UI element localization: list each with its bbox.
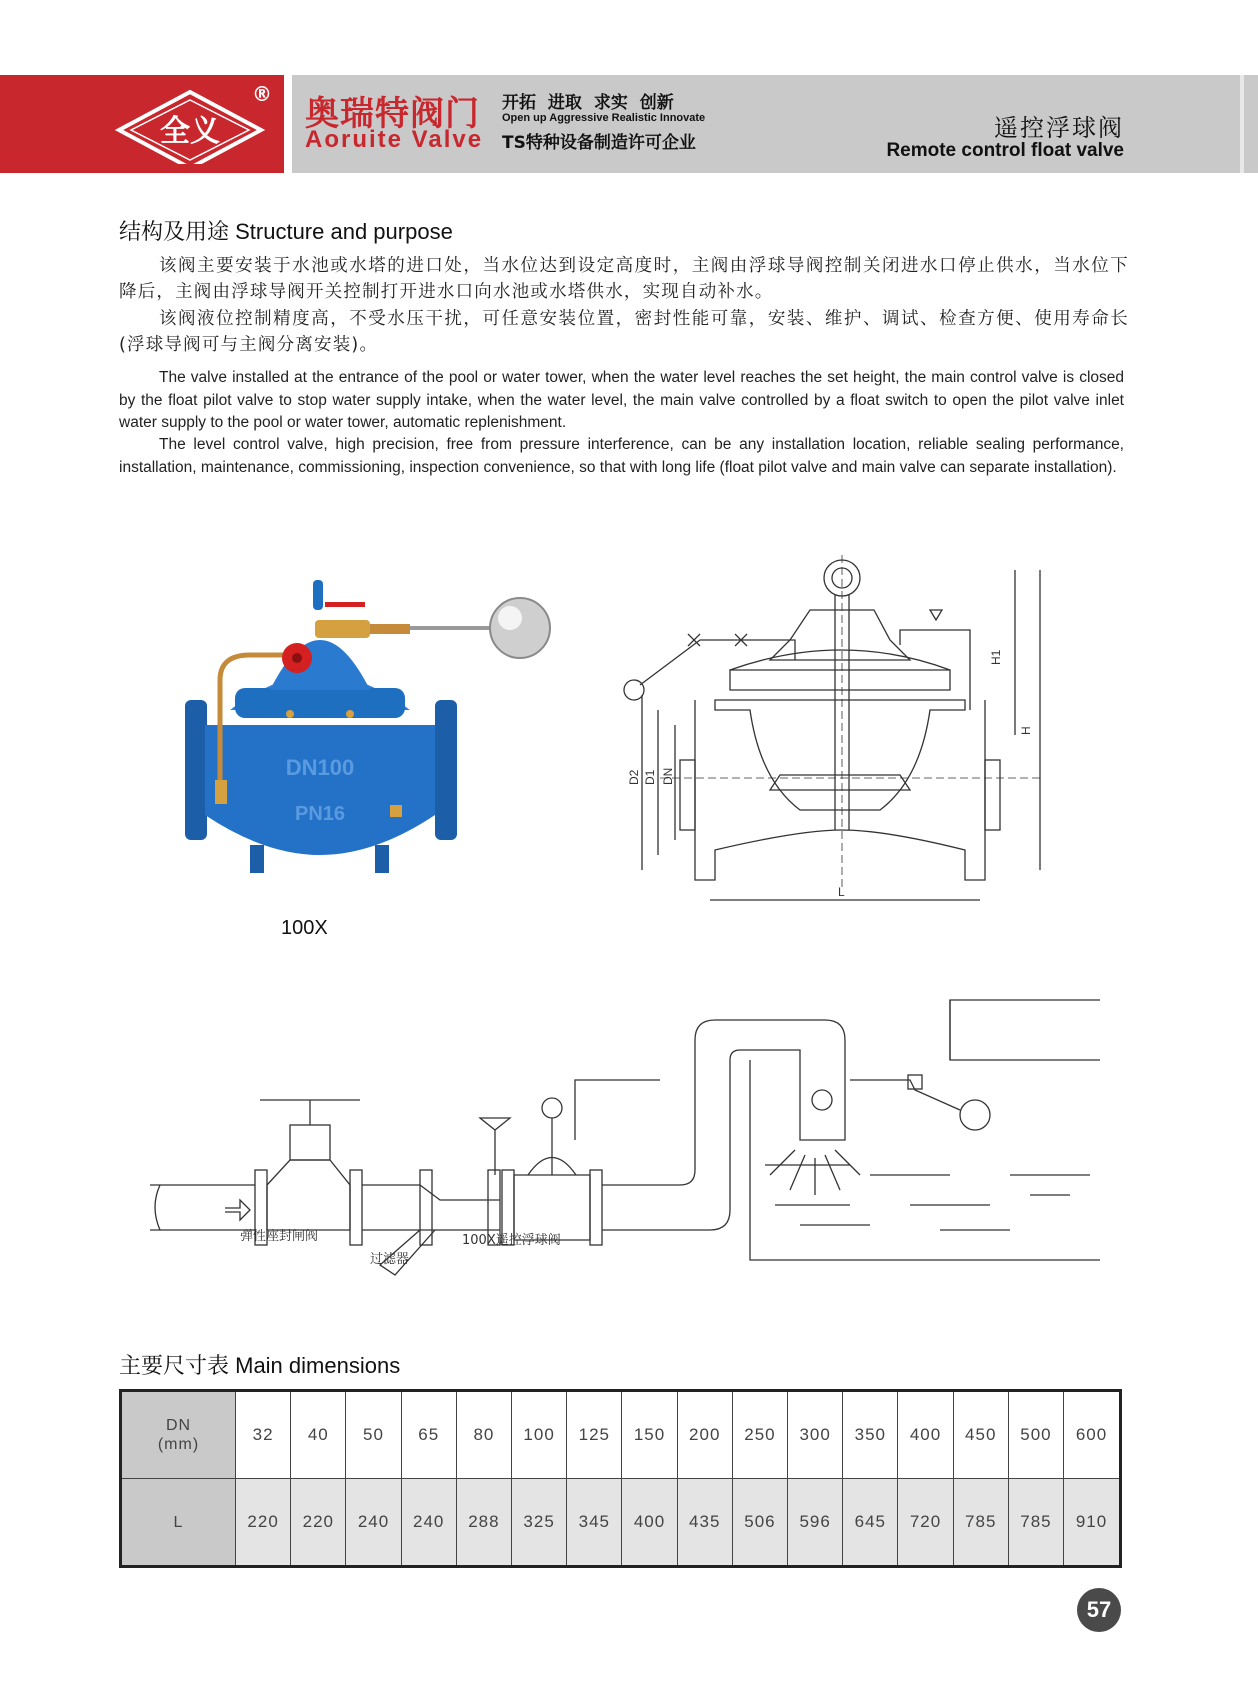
label-h: H bbox=[1019, 726, 1033, 735]
label-float-valve: 100X遥控浮球阀 bbox=[462, 1233, 561, 1248]
l-cell: 645 bbox=[843, 1479, 898, 1567]
l-cell: 785 bbox=[1008, 1479, 1063, 1567]
dn-cell: 80 bbox=[456, 1391, 511, 1479]
l-cell: 910 bbox=[1064, 1479, 1121, 1567]
photo-caption: 100X bbox=[281, 917, 328, 939]
brand-name-en: Aoruite Valve bbox=[305, 126, 484, 153]
dimensions-title: 主要尺寸表 Main dimensions bbox=[119, 1353, 401, 1378]
table-row-dn bbox=[121, 1391, 1121, 1479]
dn-cell: 125 bbox=[567, 1391, 622, 1479]
structure-en-para-1: The valve installed at the entrance of the pool or water tower, when the water level reaches the set height, the main control valve is closed by the float pilot valve to stop water supply intake, when the water level, the main valve controlled by a float switch to open the pilot valve inlet water supply to the pool or water tower, automatic replenishment. bbox=[119, 369, 1124, 431]
label-gate-valve: 弹性座封闸阀 bbox=[240, 1229, 319, 1244]
label-filter: 过滤器 bbox=[370, 1252, 410, 1267]
slogan-cn: 开拓 进取 求实 创新 bbox=[502, 93, 674, 113]
page-number: 57 bbox=[1077, 1588, 1121, 1632]
dn-cell: 500 bbox=[1008, 1391, 1063, 1479]
label-d1: D1 bbox=[643, 769, 657, 785]
l-cell: 220 bbox=[236, 1479, 291, 1567]
company-logo-icon bbox=[115, 86, 265, 164]
l-cell: 240 bbox=[401, 1479, 456, 1567]
dn-cell: 300 bbox=[788, 1391, 843, 1479]
installation-diagram bbox=[150, 990, 1100, 1290]
dn-cell: 65 bbox=[401, 1391, 456, 1479]
registered-mark: ® bbox=[252, 82, 272, 106]
dn-cell: 50 bbox=[346, 1391, 401, 1479]
dn-cell: 100 bbox=[512, 1391, 567, 1479]
dimensions-table bbox=[119, 1389, 1122, 1568]
l-cell: 400 bbox=[622, 1479, 677, 1567]
dn-cell: 600 bbox=[1064, 1391, 1121, 1479]
label-h1: H1 bbox=[989, 649, 1003, 665]
structure-cn-para-1: 该阀主要安装于水池或水塔的进口处，当水位达到设定高度时，主阀由浮球导阀控制关闭进水口停止供水，当水位下降后，主阀由浮球导阀开关控制打开进水口向水池或水塔供水，实现自动补水。 bbox=[119, 256, 1129, 302]
l-cell: 785 bbox=[953, 1479, 1008, 1567]
body-mark-dn: DN100 bbox=[285, 755, 355, 780]
structure-title: 结构及用途 Structure and purpose bbox=[119, 219, 453, 244]
header-l: L bbox=[121, 1479, 236, 1567]
l-cell: 506 bbox=[732, 1479, 787, 1567]
dn-cell: 200 bbox=[677, 1391, 732, 1479]
header-dn: DN (mm) bbox=[121, 1391, 236, 1479]
dn-cell: 40 bbox=[291, 1391, 346, 1479]
l-cell: 345 bbox=[567, 1479, 622, 1567]
label-d2: D2 bbox=[627, 769, 641, 785]
label-dn: DN bbox=[661, 767, 675, 785]
logo-text: 全义 bbox=[160, 114, 220, 149]
brand-name-cn: 奥瑞特阀门 bbox=[305, 94, 480, 134]
dn-cell: 450 bbox=[953, 1391, 1008, 1479]
table-row-l bbox=[121, 1479, 1121, 1567]
product-title-cn: 遥控浮球阀 bbox=[994, 114, 1124, 142]
l-cell: 435 bbox=[677, 1479, 732, 1567]
dn-cell: 400 bbox=[898, 1391, 953, 1479]
l-cell: 240 bbox=[346, 1479, 401, 1567]
body-mark-pn: PN16 bbox=[294, 803, 346, 825]
product-title-en: Remote control float valve bbox=[886, 140, 1124, 161]
dn-cell: 250 bbox=[732, 1391, 787, 1479]
l-cell: 288 bbox=[456, 1479, 511, 1567]
l-cell: 325 bbox=[512, 1479, 567, 1567]
dn-cell: 150 bbox=[622, 1391, 677, 1479]
l-cell: 720 bbox=[898, 1479, 953, 1567]
structure-cn-para-2: 该阀液位控制精度高，不受水压干扰，可任意安装位置，密封性能可靠，安装、维护、调试、检查方便、使用寿命长(浮球导阀可与主阀分离安装)。 bbox=[119, 309, 1129, 355]
header-edge-strip bbox=[1240, 75, 1244, 173]
dn-cell: 350 bbox=[843, 1391, 898, 1479]
valve-photo bbox=[175, 580, 595, 890]
structure-en-para-2: The level control valve, high precision, free from pressure interference, can be any installation location, reliable sealing performance, installation, maintenance, commissioning, inspection convenience, so that with long life (float pilot valve and main valve can separate installation). bbox=[119, 436, 1124, 476]
license-text: TS特种设备制造许可企业 bbox=[502, 133, 696, 153]
l-cell: 220 bbox=[291, 1479, 346, 1567]
dn-cell: 32 bbox=[236, 1391, 291, 1479]
l-cell: 596 bbox=[788, 1479, 843, 1567]
slogan-en: Open up Aggressive Realistic Innovate bbox=[502, 112, 706, 124]
label-l: L bbox=[838, 885, 845, 899]
valve-dimension-drawing bbox=[620, 550, 1060, 920]
